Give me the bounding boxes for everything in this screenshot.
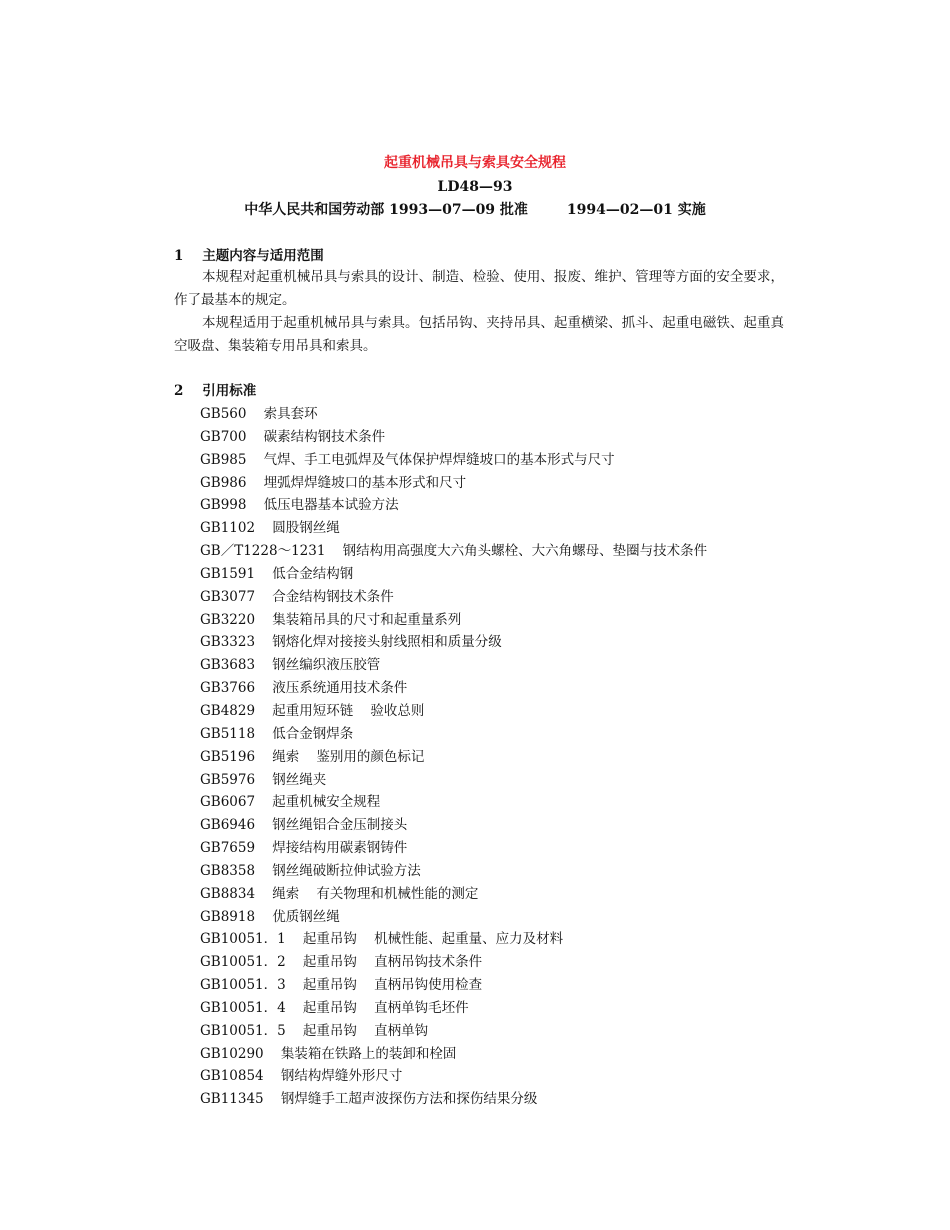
document-code: LD48—93: [437, 179, 513, 195]
reference-item: GB10051．1 起重吊钩 机械性能、起重量、应力及材料: [200, 931, 564, 948]
reference-item: GB560 索具套环: [200, 406, 318, 422]
reference-item: GB3077 合金结构钢技术条件: [200, 588, 394, 605]
section-1-paragraph: 本规程适用于起重机械吊具与索具。包括吊钩、夹持吊具、起重横梁、抓斗、起重电磁铁、起重真空吸盘、集装箱专用吊具和索具。: [174, 315, 784, 354]
reference-item: GB10290 集装箱在铁路上的装卸和栓固: [200, 1045, 457, 1062]
section-2-heading: 2 引用标准: [174, 383, 257, 399]
reference-item: GB8358 钢丝绳破断拉伸试验方法: [200, 862, 421, 879]
reference-item: GB6067 起重机械安全规程: [200, 794, 381, 811]
reference-item: GB8834 绳索 有关物理和机械性能的测定: [200, 885, 479, 902]
reference-item: GB5118 低合金钢焊条: [200, 725, 354, 742]
reference-item: GB3766 液压系统通用技术条件: [200, 680, 408, 697]
reference-item: GB10051．3 起重吊钩 直柄吊钩使用检查: [200, 977, 483, 994]
reference-item: GB5976 钢丝绳夹: [200, 771, 327, 788]
document-title: 起重机械吊具与索具安全规程: [384, 155, 566, 171]
reference-item: GB6946 钢丝绳铝合金压制接头: [200, 817, 408, 834]
section-1-heading: 1 主题内容与适用范围: [174, 248, 324, 264]
reference-item: GB3323 钢熔化焊对接接头射线照相和质量分级: [200, 634, 502, 651]
reference-item: GB8918 优质钢丝绳: [200, 908, 340, 925]
reference-item: GB986 埋弧焊焊缝坡口的基本形式和尺寸: [200, 474, 467, 491]
reference-item: GB5196 绳索 鉴别用的颜色标记: [200, 748, 425, 765]
reference-item: GB998 低压电器基本试验方法: [200, 497, 399, 514]
reference-item: GB10051．4 起重吊钩 直柄单钩毛坯件: [200, 999, 469, 1016]
reference-item: GB1102 圆股钢丝绳: [200, 520, 340, 537]
reference-item: GB／T1228～1231 钢结构用高强度大六角头螺栓、大六角螺母、垫圈与技术条件: [200, 543, 708, 560]
reference-item: GB11345 钢焊缝手工超声波探伤方法和探伤结果分级: [200, 1091, 538, 1108]
reference-item: GB1591 低合金结构钢: [200, 565, 354, 582]
reference-item: GB3683 钢丝编织液压胶管: [200, 657, 381, 674]
reference-item: GB10051．5 起重吊钩 直柄单钩: [200, 1022, 429, 1039]
section-1-paragraph: 本规程对起重机械吊具与索具的设计、制造、检验、使用、报废、维护、管理等方面的安全要求，作了最基本的规定。: [174, 269, 784, 308]
approval-line: 中华人民共和国劳动部 1993—07—09 批准 1994—02—01 实施: [244, 202, 706, 218]
reference-item: GB10051．2 起重吊钩 直柄吊钩技术条件: [200, 954, 483, 971]
reference-item: GB4829 起重用短环链 验收总则: [200, 702, 425, 719]
reference-list: [200, 403, 707, 1111]
reference-item: GB3220 集装箱吊具的尺寸和起重量系列: [200, 611, 462, 628]
reference-item: GB985 气焊、手工电弧焊及气体保护焊焊缝坡口的基本形式与尺寸: [200, 451, 615, 468]
reference-item: GB10854 钢结构焊缝外形尺寸: [200, 1068, 403, 1085]
reference-item: GB7659 焊接结构用碳素钢铸件: [200, 840, 408, 857]
reference-item: GB700 碳素结构钢技术条件: [200, 428, 386, 445]
